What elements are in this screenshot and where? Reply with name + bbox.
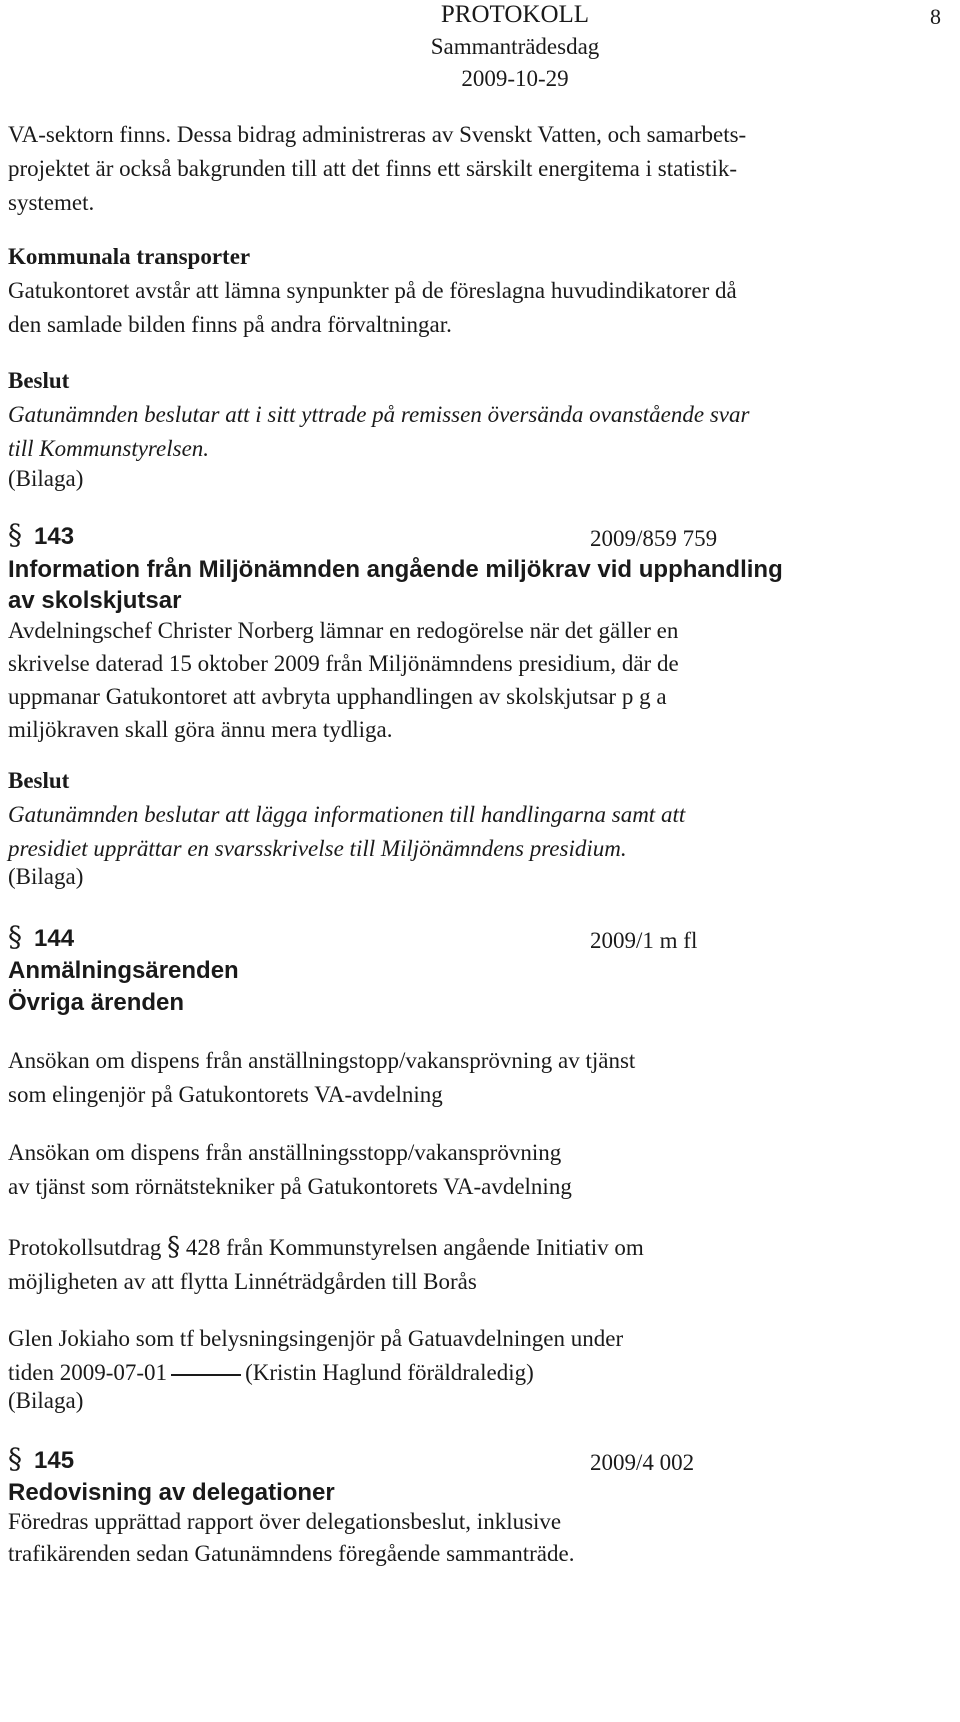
kommunala-line: den samlade bilden finns på andra förvaltningar. [8, 312, 452, 337]
beslut-text [8, 398, 948, 466]
anmalan-item [8, 1322, 948, 1390]
item-text: (Kristin Haglund föräldraledig) [245, 1360, 534, 1385]
body-line: uppmanar Gatukontoret att avbryta upphandlingen av skolskjutsar p g a [8, 684, 667, 709]
intro-paragraph [8, 118, 948, 220]
beslut-label: Beslut [8, 368, 70, 393]
beslut-line: Gatunämnden beslutar att i sitt yttrade på remissen översända ovanstående svar [8, 402, 750, 427]
item-text: 428 från Kommunstyrelsen angående Initiativ om [185, 1235, 644, 1260]
section-143-body [8, 614, 948, 746]
intro-line: projektet är också bakgrunden till att det finns ett särskilt energitema i statistik- [8, 156, 737, 181]
paragraph-symbol: § [8, 1442, 22, 1475]
intro-line: systemet. [8, 190, 95, 215]
dash-rule [171, 1374, 241, 1376]
section-144-subtitle: Övriga ärenden [8, 989, 185, 1016]
beslut-line: Gatunämnden beslutar att lägga informationen till handlingarna samt att [8, 802, 686, 827]
item-line: Glen Jokiaho som tf belysningsingenjör på Gatuavdelningen under [8, 1326, 624, 1351]
section-143-number [8, 518, 74, 554]
anmalan-item [8, 1044, 948, 1112]
item-line: Ansökan om dispens från anställningstopp/vakansprövning av tjänst [8, 1048, 636, 1073]
paragraph-symbol: § [8, 920, 22, 953]
section-title-line: av skolskjutsar [8, 587, 182, 614]
body-line: skrivelse daterad 15 oktober 2009 från Miljönämndens presidium, där de [8, 651, 679, 676]
body-line: trafikärenden sedan Gatunämndens föregående sammanträde. [8, 1541, 575, 1566]
item-line: som elingenjör på Gatukontorets VA-avdelning [8, 1082, 443, 1107]
section-number: 144 [34, 925, 75, 952]
page-number: 8 [930, 4, 941, 29]
document-title: PROTOKOLL [440, 1, 590, 28]
meeting-label: Sammanträdesdag [430, 34, 600, 59]
beslut-label: Beslut [8, 768, 70, 793]
anmalan-item [8, 1136, 948, 1204]
body-line: Föredras upprättad rapport över delegationsbeslut, inklusive [8, 1509, 562, 1534]
item-text: tiden 2009-07-01 [8, 1360, 168, 1385]
intro-line: VA-sektorn finns. Dessa bidrag administreras av Svenskt Vatten, och samarbets- [8, 122, 747, 147]
bilaga-note: (Bilaga) [8, 466, 84, 491]
beslut-text [8, 798, 948, 866]
section-number: 145 [34, 1447, 75, 1474]
kommunala-line: Gatukontoret avstår att lämna synpunkter på de föreslagna huvudindikatorer då [8, 278, 737, 303]
section-145-body [8, 1506, 948, 1570]
item-line [8, 1230, 948, 1265]
body-line: miljökraven skall göra ännu mera tydliga. [8, 717, 393, 742]
item-text: Protokollsutdrag [8, 1235, 162, 1260]
bilaga-note: (Bilaga) [8, 864, 84, 889]
beslut-line: presidiet upprättar en svarsskrivelse till Miljönämndens presidium. [8, 836, 627, 861]
meeting-date: 2009-10-29 [461, 66, 569, 91]
section-number: 143 [34, 523, 75, 550]
kommunala-heading: Kommunala transporter [8, 244, 251, 269]
section-143-dnr: 2009/859 759 [590, 526, 718, 551]
bilaga-note: (Bilaga) [8, 1388, 84, 1413]
section-145-number [8, 1442, 74, 1478]
item-line: möjligheten av att flytta Linnéträdgården till Borås [8, 1269, 477, 1294]
kommunala-paragraph [8, 274, 948, 342]
section-title-line: Information från Miljönämnden angående miljökrav vid upphandling [8, 556, 783, 583]
paragraph-symbol: § [8, 518, 22, 551]
paragraph-symbol: § [167, 1232, 181, 1262]
section-145-dnr: 2009/4 002 [590, 1450, 695, 1475]
section-144-dnr: 2009/1 m fl [590, 928, 698, 953]
beslut-line: till Kommunstyrelsen. [8, 436, 210, 461]
section-143-title [8, 554, 948, 616]
item-line: Ansökan om dispens från anställningsstopp/vakansprövning [8, 1140, 562, 1165]
section-144-number [8, 920, 74, 956]
section-144-title: Anmälningsärenden [8, 957, 239, 984]
body-line: Avdelningschef Christer Norberg lämnar en redogörelse när det gäller en [8, 618, 679, 643]
anmalan-item [8, 1230, 948, 1299]
section-145-title: Redovisning av delegationer [8, 1479, 335, 1506]
item-line: av tjänst som rörnätstekniker på Gatukontorets VA-avdelning [8, 1174, 572, 1199]
